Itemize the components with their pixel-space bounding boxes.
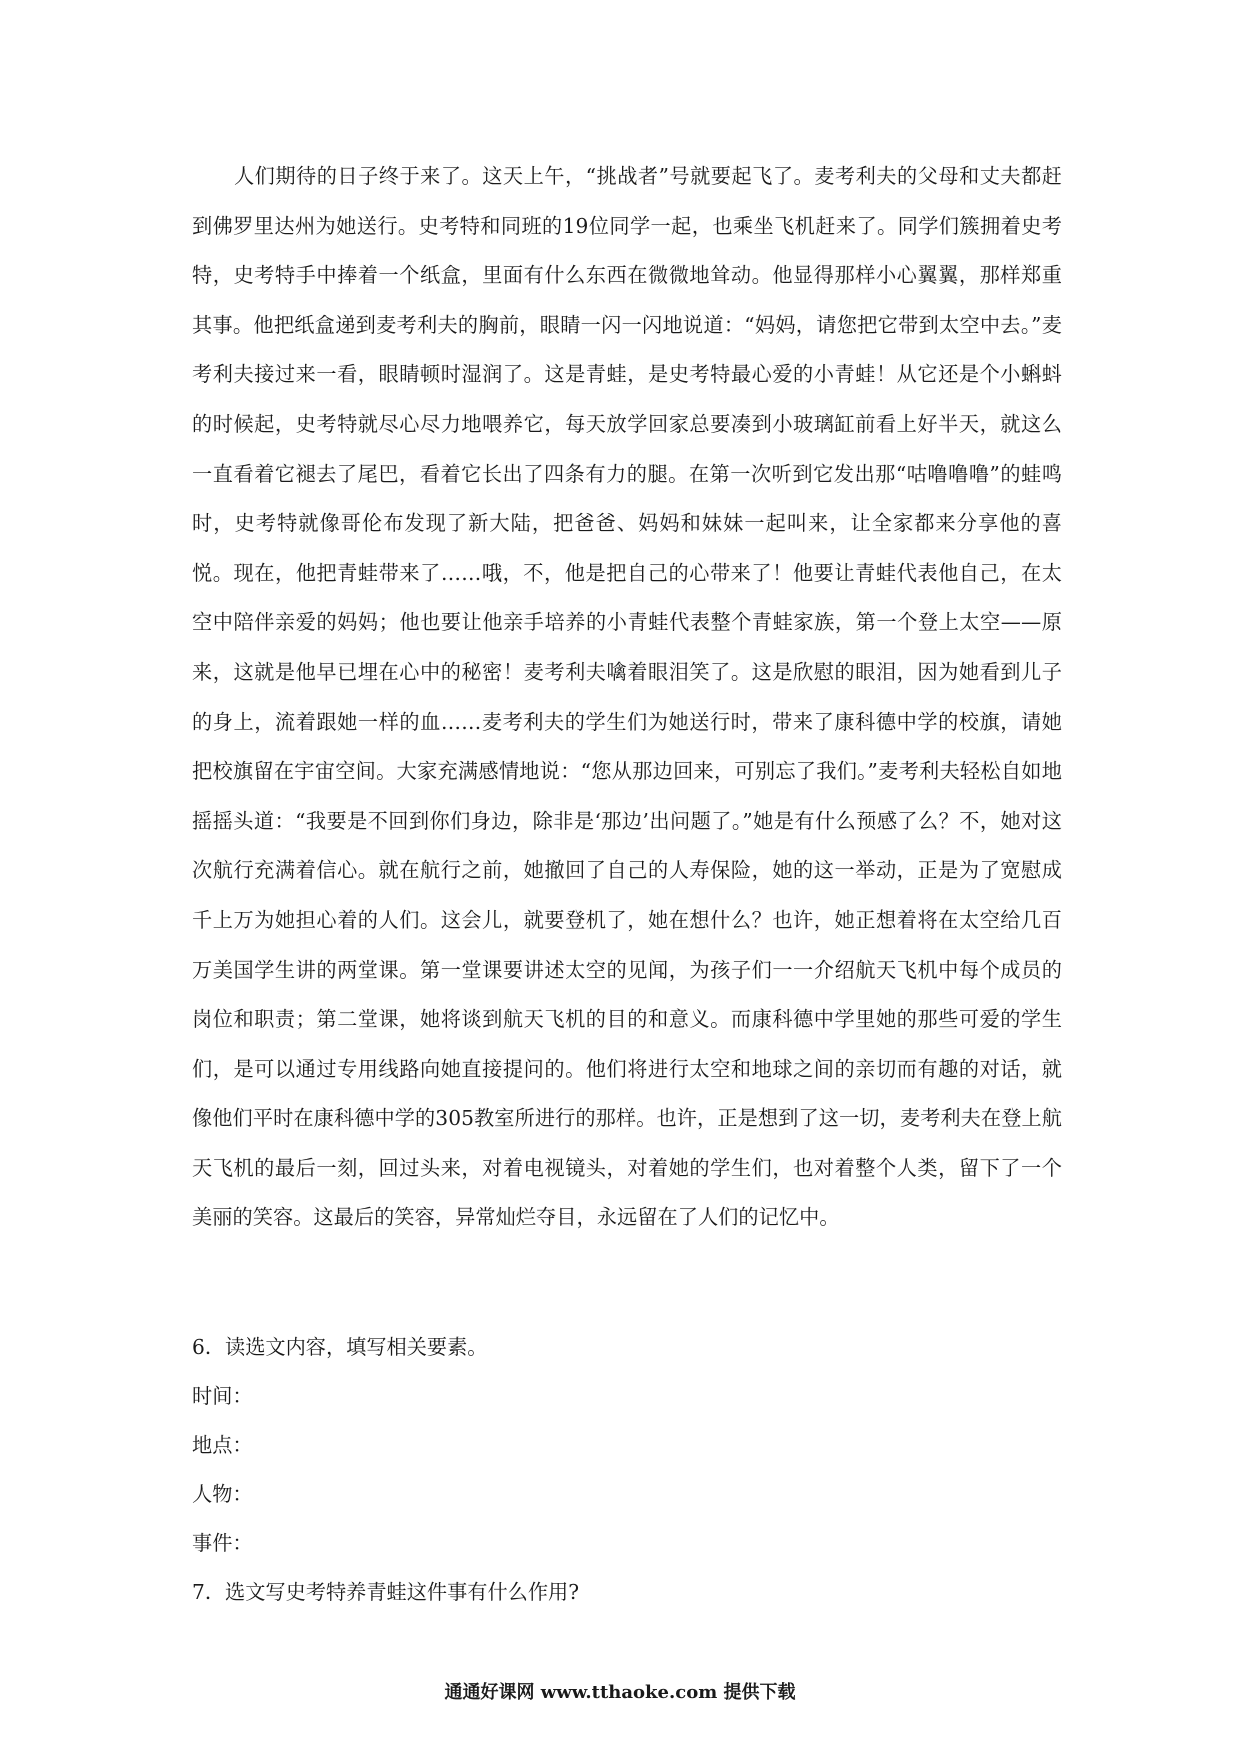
- question-6: 6．读选文内容，填写相关要素。: [192, 1335, 488, 1359]
- field-time-label: 时间：: [192, 1384, 253, 1408]
- question-7: 7．选文写史考特养青蛙这件事有什么作用?: [192, 1580, 580, 1604]
- page-footer: 通通好课网 www.tthaoke.com 提供下载: [444, 1682, 796, 1703]
- field-place-label: 地点：: [192, 1433, 253, 1457]
- field-event-label: 事件：: [192, 1531, 253, 1555]
- article-paragraph: 人们期待的日子终于来了。这天上午，“挑战者”号就要起飞了。麦考利夫的父母和丈夫都赶到佛罗里达州为她送行。史考特和同班的19位同学一起，也乘坐飞机赶来了。同学们簇拥着史考特，史考特手中捧着一个纸盒，里面有什么东西在微微地耸动。他显得那样小心翼翼，那样郑重其事。他把纸盒递到麦考利夫的胸前，眼睛一闪一闪地说道：“妈妈，请您把它带到太空中去。”麦考利夫接过来一看，眼睛顿时湿润了。这是青蛙，是史考特最心爱的小青蛙！从它还是个小蝌蚪的时候起，史考特就尽心尽力地喂养它，每天放学回家总要凑到小玻璃缸前看上好半天，就这么一直看着它褪去了尾巴，看着它长出了四条有力的腿。在第一次听到它发出那“咕噜噜噜”的蛙鸣时，史考特就像哥伦布发现了新大陆，把爸爸、妈妈和妹妹一起叫来，让全家都来分享他的喜悦。现在，他把青蛙带来了……哦，不，他是把自己的心带来了！他要让青蛙代表他自己，在太空中陪伴亲爱的妈妈；他也要让他亲手培养的小青蛙代表整个青蛙家族，第一个登上太空——原来，这就是他早已埋在心中的秘密！麦考利夫噙着眼泪笑了。这是欣慰的眼泪，因为她看到儿子的身上，流着跟她一样的血……麦考利夫的学生们为她送行时，带来了康科德中学的校旗，请她把校旗留在宇宙空间。大家充满感情地说：“您从那边回来，可别忘了我们。”麦考利夫轻松自如地摇摇头道：“我要是不回到你们身边，除非是‘那边’出问题了。”她是有什么预感了么？不，她对这次航行充满着信心。就在航行之前，她撤回了自己的人寿保险，她的这一举动，正是为了宽慰成千上万为她担心着的人们。这会儿，就要登机了，她在想什么？也许，她正想着将在太空给几百万美国学生讲的两堂课。第一堂课要讲述太空的见闻，为孩子们一一介绍航天飞机中每个成员的岗位和职责；第二堂课，她将谈到航天飞机的目的和意义。而康科德中学里她的那些可爱的学生们，是可以通过专用线路向她直接提问的。他们将进行太空和地球之间的亲切而有趣的对话，就像他们平时在康科德中学的305教室所进行的那样。也许，正是想到了这一切，麦考利夫在登上航天飞机的最后一刻，回过头来，对着电视镜头，对着她的学生们，也对着整个人类，留下了一个美丽的笑容。这最后的笑容，异常灿烂夺目，永远留在了人们的记忆中。: [192, 164, 1062, 1230]
- field-people-label: 人物：: [192, 1482, 253, 1506]
